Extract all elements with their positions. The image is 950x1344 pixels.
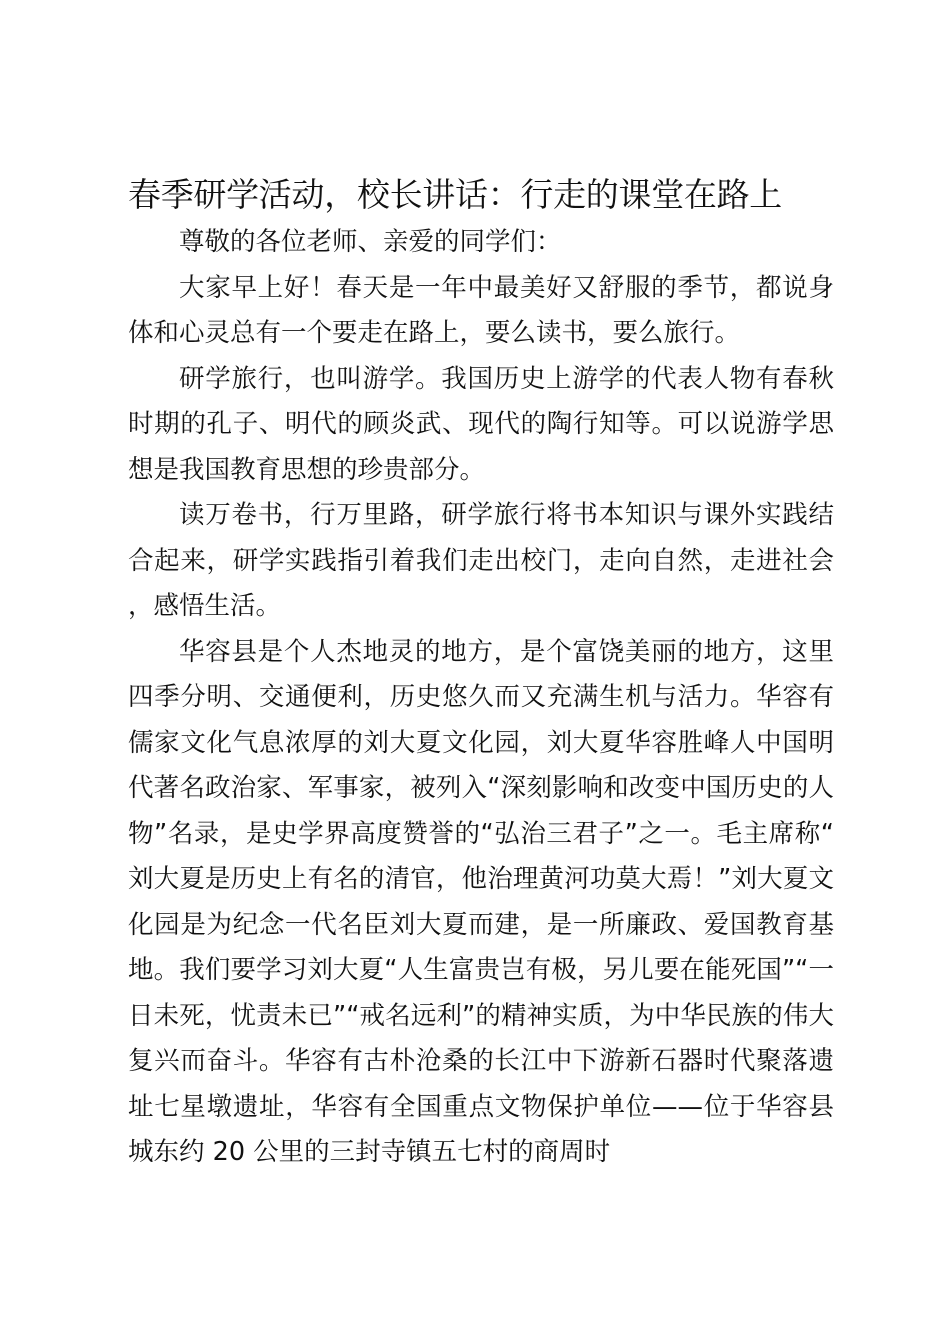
body-paragraph-greeting: 大家早上好！春天是一年中最美好又舒服的季节，都说身体和心灵总有一个要走在路上，要么读书，要么旅行。 [128,272,834,348]
document-title: 春季研学活动，校长讲话：行走的课堂在路上 [128,175,783,214]
body-paragraph-study-travel: 研学旅行，也叫游学。我国历史上游学的代表人物有春秋时期的孔子、明代的顾炎武、现代的陶行知等。可以说游学思想是我国教育思想的珍贵部分。 [128,363,834,485]
body-paragraph-reading-travel: 读万卷书，行万里路，研学旅行将书本知识与课外实践结合起来，研学实践指引着我们走出校门，走向自然，走进社会，感悟生活。 [128,500,834,621]
salutation-paragraph: 尊敬的各位老师、亲爱的同学们： [179,227,562,257]
document-body [128,170,834,1176]
body-paragraph-huarong: 华容县是个人杰地灵的地方，是个富饶美丽的地方，这里四季分明、交通便利，历史悠久而又充满生机与活力。华容有儒家文化气息浓厚的刘大夏文化园，刘大夏华容胜峰人中国明代著名政治家、军事家，被列入“深刻影响和改变中国历史的人物”名录，是史学界高度赞誉的“弘治三君子”之一。毛主席称“刘大夏是历史上有名的清官，他治理黄河功莫大焉！”刘大夏文化园是为纪念一代名臣刘大夏而建，是一所廉政、爱国教育基地。我们要学习刘大夏“人生富贵岂有极，另儿要在能死国”“一日未死，忧责未已”“戒名远利”的精神实质，为中华民族的伟大复兴而奋斗。华容有古朴沧桑的长江中下游新石器时代聚落遗址七星墩遗址，华容有全国重点文物保护单位——位于华容县城东约 20 公里的三封寺镇五七村的商周时 [128,636,834,1167]
